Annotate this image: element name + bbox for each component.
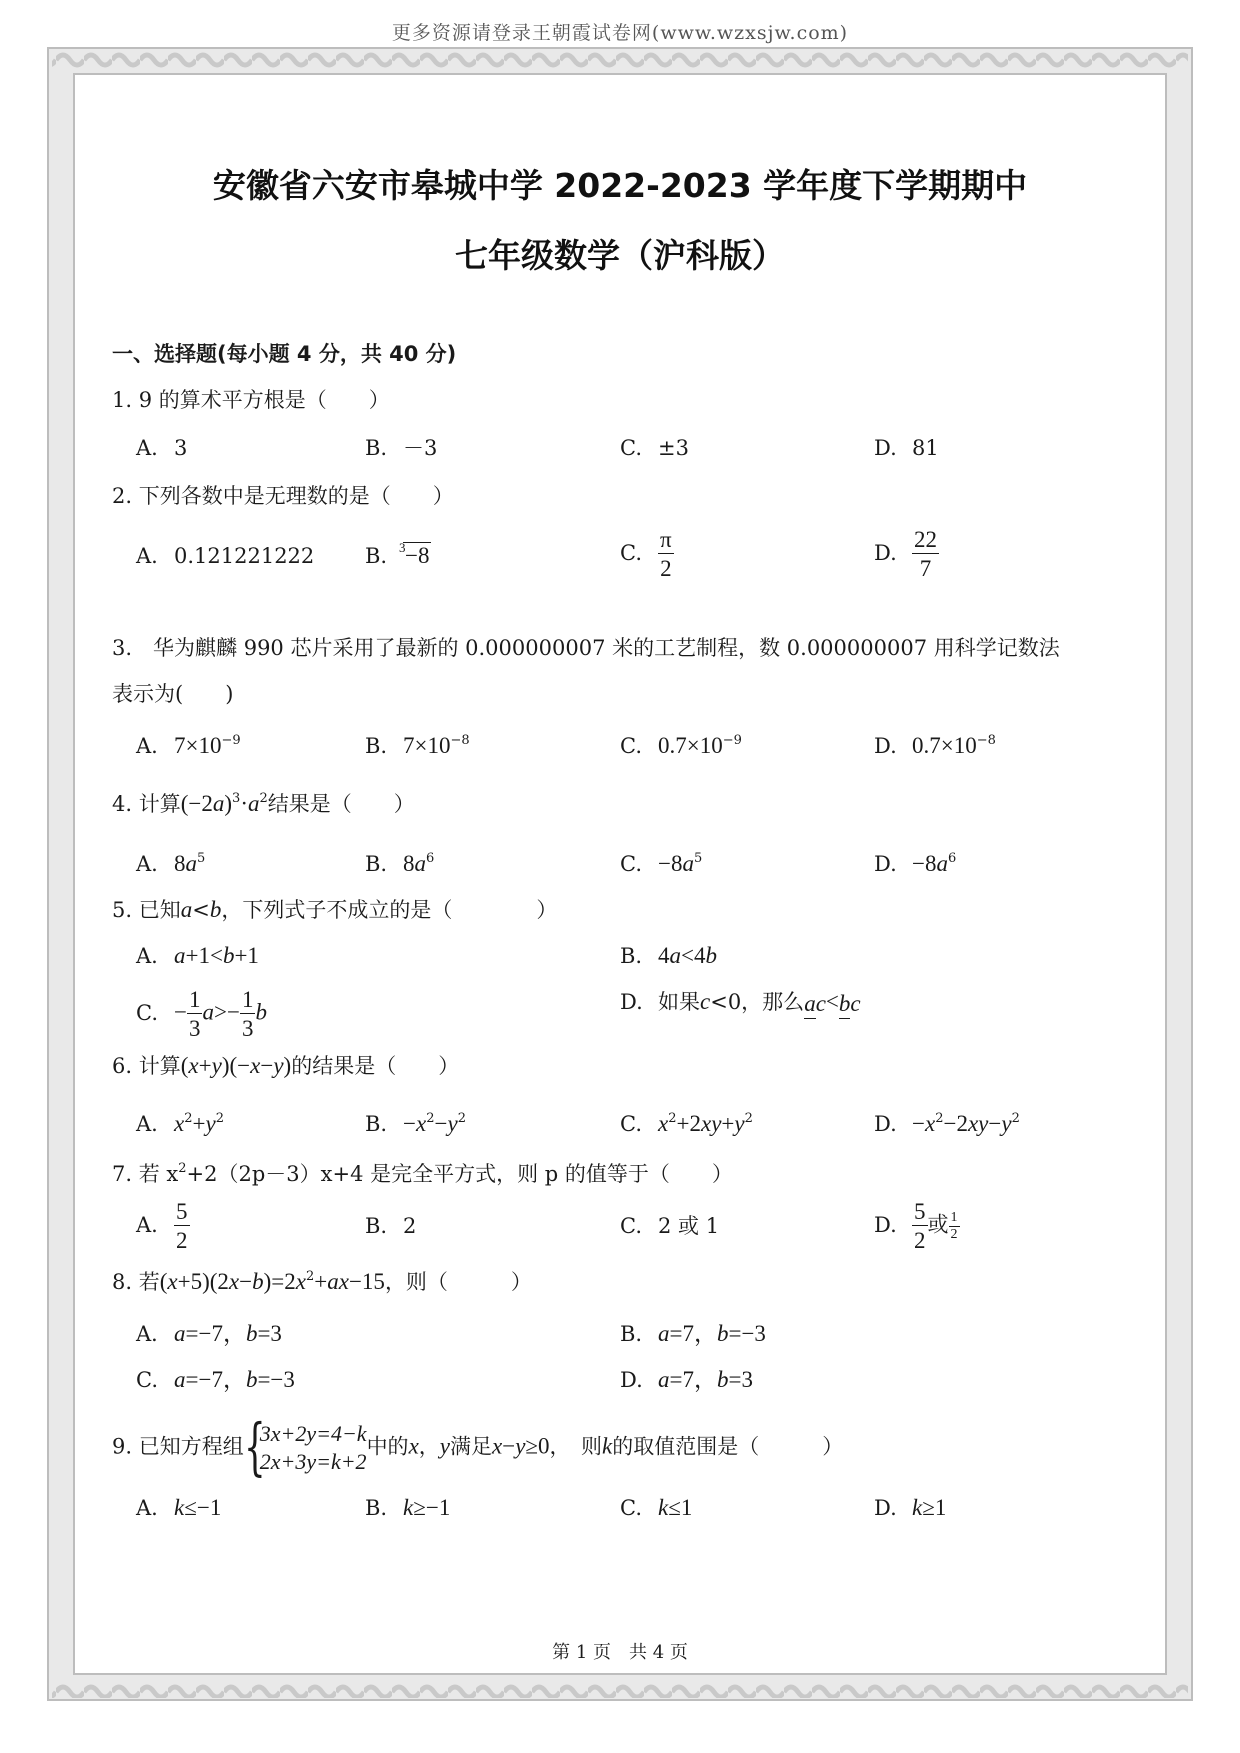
question-1-stem: 1. 9 的算术平方根是（ ） — [112, 388, 390, 412]
q4-option-d: D. $-8a^6$ — [874, 851, 957, 876]
q6-option-d: D. $-x^2-2xy-y^2$ — [874, 1111, 1020, 1136]
page-footer: 第 1 页 共 4 页 — [552, 1642, 688, 1663]
exam-page — [90, 90, 1150, 1670]
fraction: bc — [839, 992, 861, 1015]
question-3-stem-line2: 表示为( ) — [112, 682, 234, 706]
q2-option-a: A. 0.121221222 — [136, 544, 315, 568]
q2-option-c: C. $\frac{\pi}{2}$ — [620, 527, 672, 581]
site-watermark: 更多资源请登录王朝霞试卷网(www.wzxsjw.com) — [391, 22, 849, 44]
fraction: $\frac{5}{2}$ — [176, 1199, 188, 1253]
equation-system: { 3x+2y=4−k 2x+3y=k+2 — [243, 1410, 367, 1483]
q2-option-b: B. 3 −8 — [365, 540, 430, 568]
fraction: $\frac{\pi}{2}$ — [660, 527, 672, 581]
fraction: $\frac{1}{2}$ — [950, 1209, 958, 1242]
q6-option-a: A. $x^2+y^2$ — [136, 1111, 224, 1136]
question-9-stem: 9. 已知方程组 { 3x+2y=4−k 2x+3y=k+2 中的x，y满足x−y≥0， 则k的取值范围是（ ） — [112, 1410, 844, 1483]
question-6-stem: 6. 计算(x+y)(−x−y)的结果是（ ） — [112, 1053, 460, 1078]
q3-option-c: C. $0.7\times 10^{-9}$ — [620, 733, 742, 758]
q1-option-c: C. ±3 — [620, 436, 689, 460]
q8-option-a: A．a=−7，b=3 — [136, 1321, 282, 1346]
q2-option-d: D. $\frac{22}{7}$ — [874, 527, 937, 581]
question-7-stem: 7. 若 $x^2+2(2p-3)x+4$ 是完全平方式，则 p 的值等于（ ） — [112, 1161, 733, 1186]
q9-option-c: C. k≤1 — [620, 1495, 693, 1520]
fraction: $\frac{22}{7}$ — [914, 527, 937, 581]
question-5-stem: 5. 已知a<b，下列式子不成立的是（ ） — [112, 897, 558, 922]
q5-option-d: D. 如果c<0，那么ac<bc — [620, 988, 861, 1016]
q9-option-d: D. k≥1 — [874, 1495, 947, 1520]
exam-title: 安徽省六安市皋城中学 2022-2023 学年度下学期期中 — [212, 166, 1028, 205]
q4-option-a: A. $8a^5$ — [136, 851, 206, 876]
q4-option-b: B. $8a^6$ — [365, 851, 435, 876]
q7-option-d: D. $\frac{5}{2}$ 或 $\frac{1}{2}$ — [874, 1199, 958, 1253]
q1-option-d: D. 81 — [874, 436, 939, 460]
fraction: $\frac{5}{2}$ — [914, 1199, 926, 1253]
section-heading: 一、选择题(每小题 4 分，共 40 分) — [112, 342, 457, 366]
q3-option-b: B. $7\times 10^{-8}$ — [365, 733, 470, 758]
question-2-stem: 2. 下列各数中是无理数的是（ ） — [112, 484, 454, 508]
fraction: $\frac{1}{3}$ — [241, 987, 254, 1041]
q7-option-c: C. 2 或 1 — [620, 1214, 720, 1238]
q5-option-a: A. a+1<b+1 — [136, 943, 259, 968]
exam-subtitle: 七年级数学（沪科版） — [455, 236, 785, 275]
q8-option-d: D. a=7，b=3 — [620, 1367, 753, 1392]
q3-option-a: A. $7\times 10^{-9}$ — [136, 733, 241, 758]
q1-option-b: B. －3 — [365, 436, 438, 460]
q9-option-a: A. k≤−1 — [136, 1495, 222, 1520]
q5-option-b: B. 4a<4b — [620, 943, 717, 968]
fraction: $\frac{1}{3}$ — [188, 987, 201, 1041]
q6-option-c: C. $x^2+2xy+y^2$ — [620, 1111, 753, 1136]
fraction: ac — [804, 992, 826, 1015]
left-brace: { — [243, 1410, 266, 1483]
q9-option-b: B. k≥−1 — [365, 1495, 451, 1520]
q8-option-c: C. a=−7，b=−3 — [136, 1367, 295, 1392]
q7-option-a: A. $\frac{5}{2}$ — [136, 1199, 188, 1253]
question-4-stem: 4. 计算$(-2a)^3\cdot a^2$结果是（ ） — [112, 791, 415, 816]
q4-option-c: C. $-8a^5$ — [620, 851, 703, 876]
question-3-stem-line1: 3. 华为麒麟 990 芯片采用了最新的 0.000000007 米的工艺制程，数 0.000000007 用科学记数法 — [112, 636, 1060, 660]
q1-option-a: A. 3 — [136, 436, 188, 460]
cube-root-expression: 3 −8 — [399, 540, 430, 568]
q6-option-b: B. $-x^2-y^2$ — [365, 1111, 466, 1136]
q3-option-d: D. $0.7\times 10^{-8}$ — [874, 733, 996, 758]
question-8-stem: 8. 若$(x+5)(2x-b)=2x^2+ax-15$，则（ ） — [112, 1269, 532, 1294]
q8-option-b: B. a=7，b=−3 — [620, 1321, 766, 1346]
q7-option-b: B. 2 — [365, 1214, 417, 1238]
q5-option-c: C. − $\frac{1}{3}$ a>− $\frac{1}{3}$ b — [136, 987, 267, 1041]
